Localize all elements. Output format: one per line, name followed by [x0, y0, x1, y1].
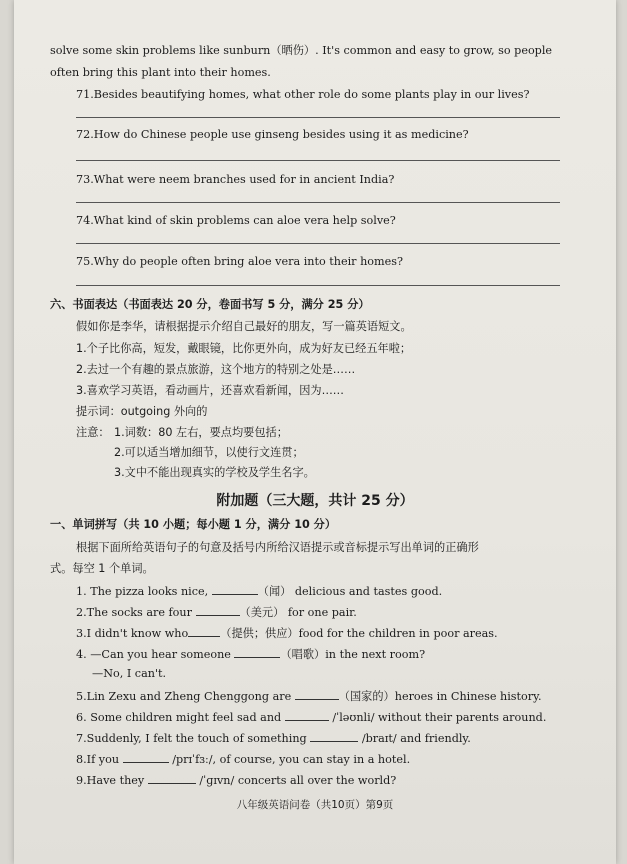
spelling-instruction: 式。每空 1 个单词。	[50, 562, 154, 575]
spelling-item-1: 1. The pizza looks nice, （闻） delicious and tastes good.	[76, 585, 443, 598]
answer-blank-6[interactable]	[285, 709, 329, 721]
writing-note: 2.可以适当增加细节，以使行文连贯；	[114, 446, 304, 459]
spelling-item-5: 5.Lin Zexu and Zheng Chenggong are （国家的）heroes in Chinese history.	[76, 690, 542, 703]
writing-point: 2.去过一个有趣的景点旅游，这个地方的特别之处是……	[76, 363, 356, 376]
answer-blank-3[interactable]	[188, 625, 220, 637]
answer-line-71[interactable]	[76, 117, 560, 118]
answer-blank-8[interactable]	[123, 751, 169, 763]
answer-blank-4[interactable]	[234, 646, 280, 658]
answer-blank-9[interactable]	[148, 772, 196, 784]
answer-line-75[interactable]	[76, 285, 560, 286]
writing-heading: 六、书面表达（书面表达 20 分，卷面书写 5 分，满分 25 分）	[50, 298, 370, 311]
notes-label: 注意：	[76, 426, 110, 439]
answer-blank-2[interactable]	[196, 604, 240, 616]
exam-page	[14, 0, 616, 864]
bonus-title: 附加题（三大题，共计 25 分）	[216, 493, 414, 509]
spelling-item-4-reply: —No, I can't.	[92, 667, 167, 680]
spelling-instruction: 根据下面所给英语句子的句意及括号内所给汉语提示或音标提示写出单词的正确形	[76, 541, 479, 554]
answer-line-74[interactable]	[76, 243, 560, 244]
answer-blank-1[interactable]	[212, 583, 258, 595]
spelling-item-2: 2.The socks are four （美元） for one pair.	[76, 606, 357, 619]
spelling-item-8: 8.If you /prɪˈfɜː/, of course, you can stay in a hotel.	[76, 753, 411, 766]
writing-point: 1.个子比你高，短发，戴眼镜，比你更外向，成为好友已经五年啦；	[76, 342, 412, 355]
answer-blank-7[interactable]	[310, 730, 358, 742]
writing-point: 3.喜欢学习英语，看动画片，还喜欢看新闻，因为……	[76, 384, 344, 397]
spelling-item-7: 7.Suddenly, I felt the touch of something /braɪt/ and friendly.	[76, 732, 471, 745]
spelling-item-3: 3.I didn't know who （提供；供应）food for the children in poor areas.	[76, 627, 498, 640]
spelling-item-6: 6. Some children might feel sad and /ˈləʊnli/ without their parents around.	[76, 711, 547, 724]
page-footer: 八年级英语问卷（共10页）第9页	[236, 799, 394, 811]
writing-note: 3.文中不能出现真实的学校及学生名字。	[114, 466, 315, 479]
question-73: 73.What were neem branches used for in ancient India?	[76, 173, 395, 186]
writing-hint: 提示词：outgoing 外向的	[76, 405, 208, 418]
answer-blank-5[interactable]	[295, 688, 339, 700]
question-72: 72.How do Chinese people use ginseng besides using it as medicine?	[76, 128, 469, 141]
spelling-heading: 一、单词拼写（共 10 小题；每小题 1 分，满分 10 分）	[50, 518, 337, 531]
question-74: 74.What kind of skin problems can aloe vera help solve?	[76, 214, 396, 227]
answer-line-72[interactable]	[76, 160, 560, 161]
passage-line: solve some skin problems like sunburn（晒伤）. It's common and easy to grow, so people	[50, 44, 553, 57]
passage-line: often bring this plant into their homes.	[50, 66, 271, 79]
writing-note: 1.词数：80 左右，要点均要包括；	[114, 426, 288, 439]
spelling-item-9: 9.Have they /ˈɡɪvn/ concerts all over the world?	[76, 774, 397, 787]
question-71: 71.Besides beautifying homes, what other role do some plants play in our lives?	[76, 88, 530, 101]
answer-line-73[interactable]	[76, 202, 560, 203]
writing-prompt: 假如你是李华，请根据提示介绍自己最好的朋友，写一篇英语短文。	[76, 320, 412, 333]
question-75: 75.Why do people often bring aloe vera into their homes?	[76, 255, 403, 268]
spelling-item-4: 4. —Can you hear someone （唱歌）in the next room?	[76, 648, 426, 661]
